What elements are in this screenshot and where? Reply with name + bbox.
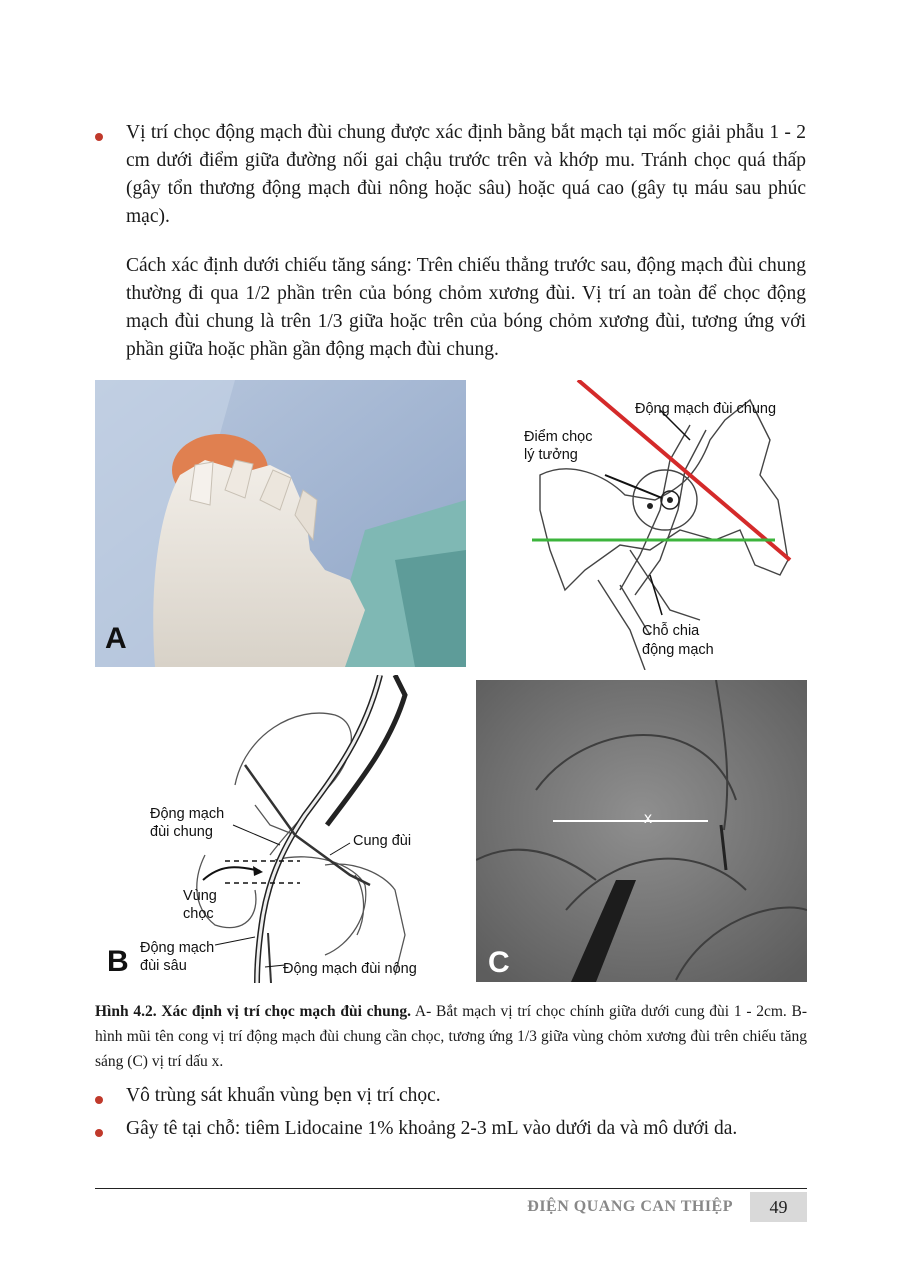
bullet-marker (95, 1129, 103, 1137)
paragraph-fluoroscopy: Cách xác định dưới chiếu tăng sáng: Trên chiếu thẳng trước sau, động mạch đùi chung thường đi qua 1/2 phần trên của bóng chỏm xương đùi. Vị trí an toàn để chọc động mạch đùi chung là trên 1/3 giữa hoặc trên của bóng chỏm xương đùi, tương ứng với phần giữa hoặc phần gần động mạch đùi chung. (126, 255, 806, 360)
bullet-marker (95, 1096, 103, 1104)
panel-letter-c: C (488, 946, 510, 979)
figure-panel-a (95, 380, 466, 667)
figure-caption (95, 999, 807, 1074)
page-number: 49 (750, 1192, 807, 1222)
panel-letter-b: B (107, 945, 129, 978)
figure-panel-landmarks (510, 380, 810, 670)
label-cfa-line2: đùi chung (150, 824, 213, 840)
label-inguinal-ligament: Cung đùi (353, 833, 412, 849)
label-deep-femoral-line1: Động mạch (140, 940, 215, 956)
x-marker: x (644, 810, 652, 827)
label-deep-femoral-line2: đùi sâu (140, 958, 187, 974)
caption-text: A- Bắt mạch vị trí chọc chính giữa dưới cung đùi 1 - 2cm. B- hình mũi tên cong vị trí động mạch đùi chung cần chọc, tương ứng 1/3 giữa vùng chỏm xương đùi trên chiếu tăng sáng (C) vị trí dấu x. (95, 1003, 808, 1070)
label-common-femoral-artery: Động mạch đùi chung (635, 401, 777, 417)
bullet-marker (95, 133, 103, 141)
label-puncture-zone-line2: chọc (183, 906, 214, 922)
figure-panel-b (95, 675, 430, 983)
label-bifurcation-line1: Chỗ chia (642, 623, 700, 639)
panel-letter-a: A (105, 622, 127, 655)
anatomy-drawing (95, 675, 430, 983)
running-footer-title: ĐIỆN QUANG CAN THIỆP (527, 1198, 733, 1215)
label-ideal-point-line2: lý tưởng (524, 447, 578, 463)
bullet-local-anesthesia: Gây tê tại chỗ: tiêm Lidocaine 1% khoảng 2-3 mL vào dưới da và mô dưới da. (126, 1118, 738, 1139)
fluoroscopy-image (476, 680, 807, 982)
label-puncture-zone-line1: Vùng (183, 888, 217, 904)
bullet-sterilization: Vô trùng sát khuẩn vùng bẹn vị trí chọc. (126, 1085, 441, 1106)
label-bifurcation-line2: động mạch (642, 642, 714, 658)
caption-title: Hình 4.2. Xác định vị trí chọc mạch đùi chung. (95, 1003, 412, 1020)
label-cfa-line1: Động mạch (150, 806, 225, 822)
figure-panel-c (476, 680, 807, 982)
label-superficial-femoral: Động mạch đùi nông (283, 961, 417, 977)
paragraph-puncture-site: Vị trí chọc động mạch đùi chung được xác định bằng bắt mạch tại mốc giải phẫu 1 - 2 cm dưới điểm giữa đường nối gai chậu trước trên và khớp mu. Tránh chọc quá thấp (gây tổn thương động mạch đùi nông hoặc sâu) hoặc quá cao (gây tụ máu sau phúc mạc). (126, 122, 806, 227)
palpation-photo (95, 380, 466, 667)
label-ideal-point-line1: Điểm chọc (524, 429, 593, 445)
footer-rule (95, 1188, 807, 1189)
